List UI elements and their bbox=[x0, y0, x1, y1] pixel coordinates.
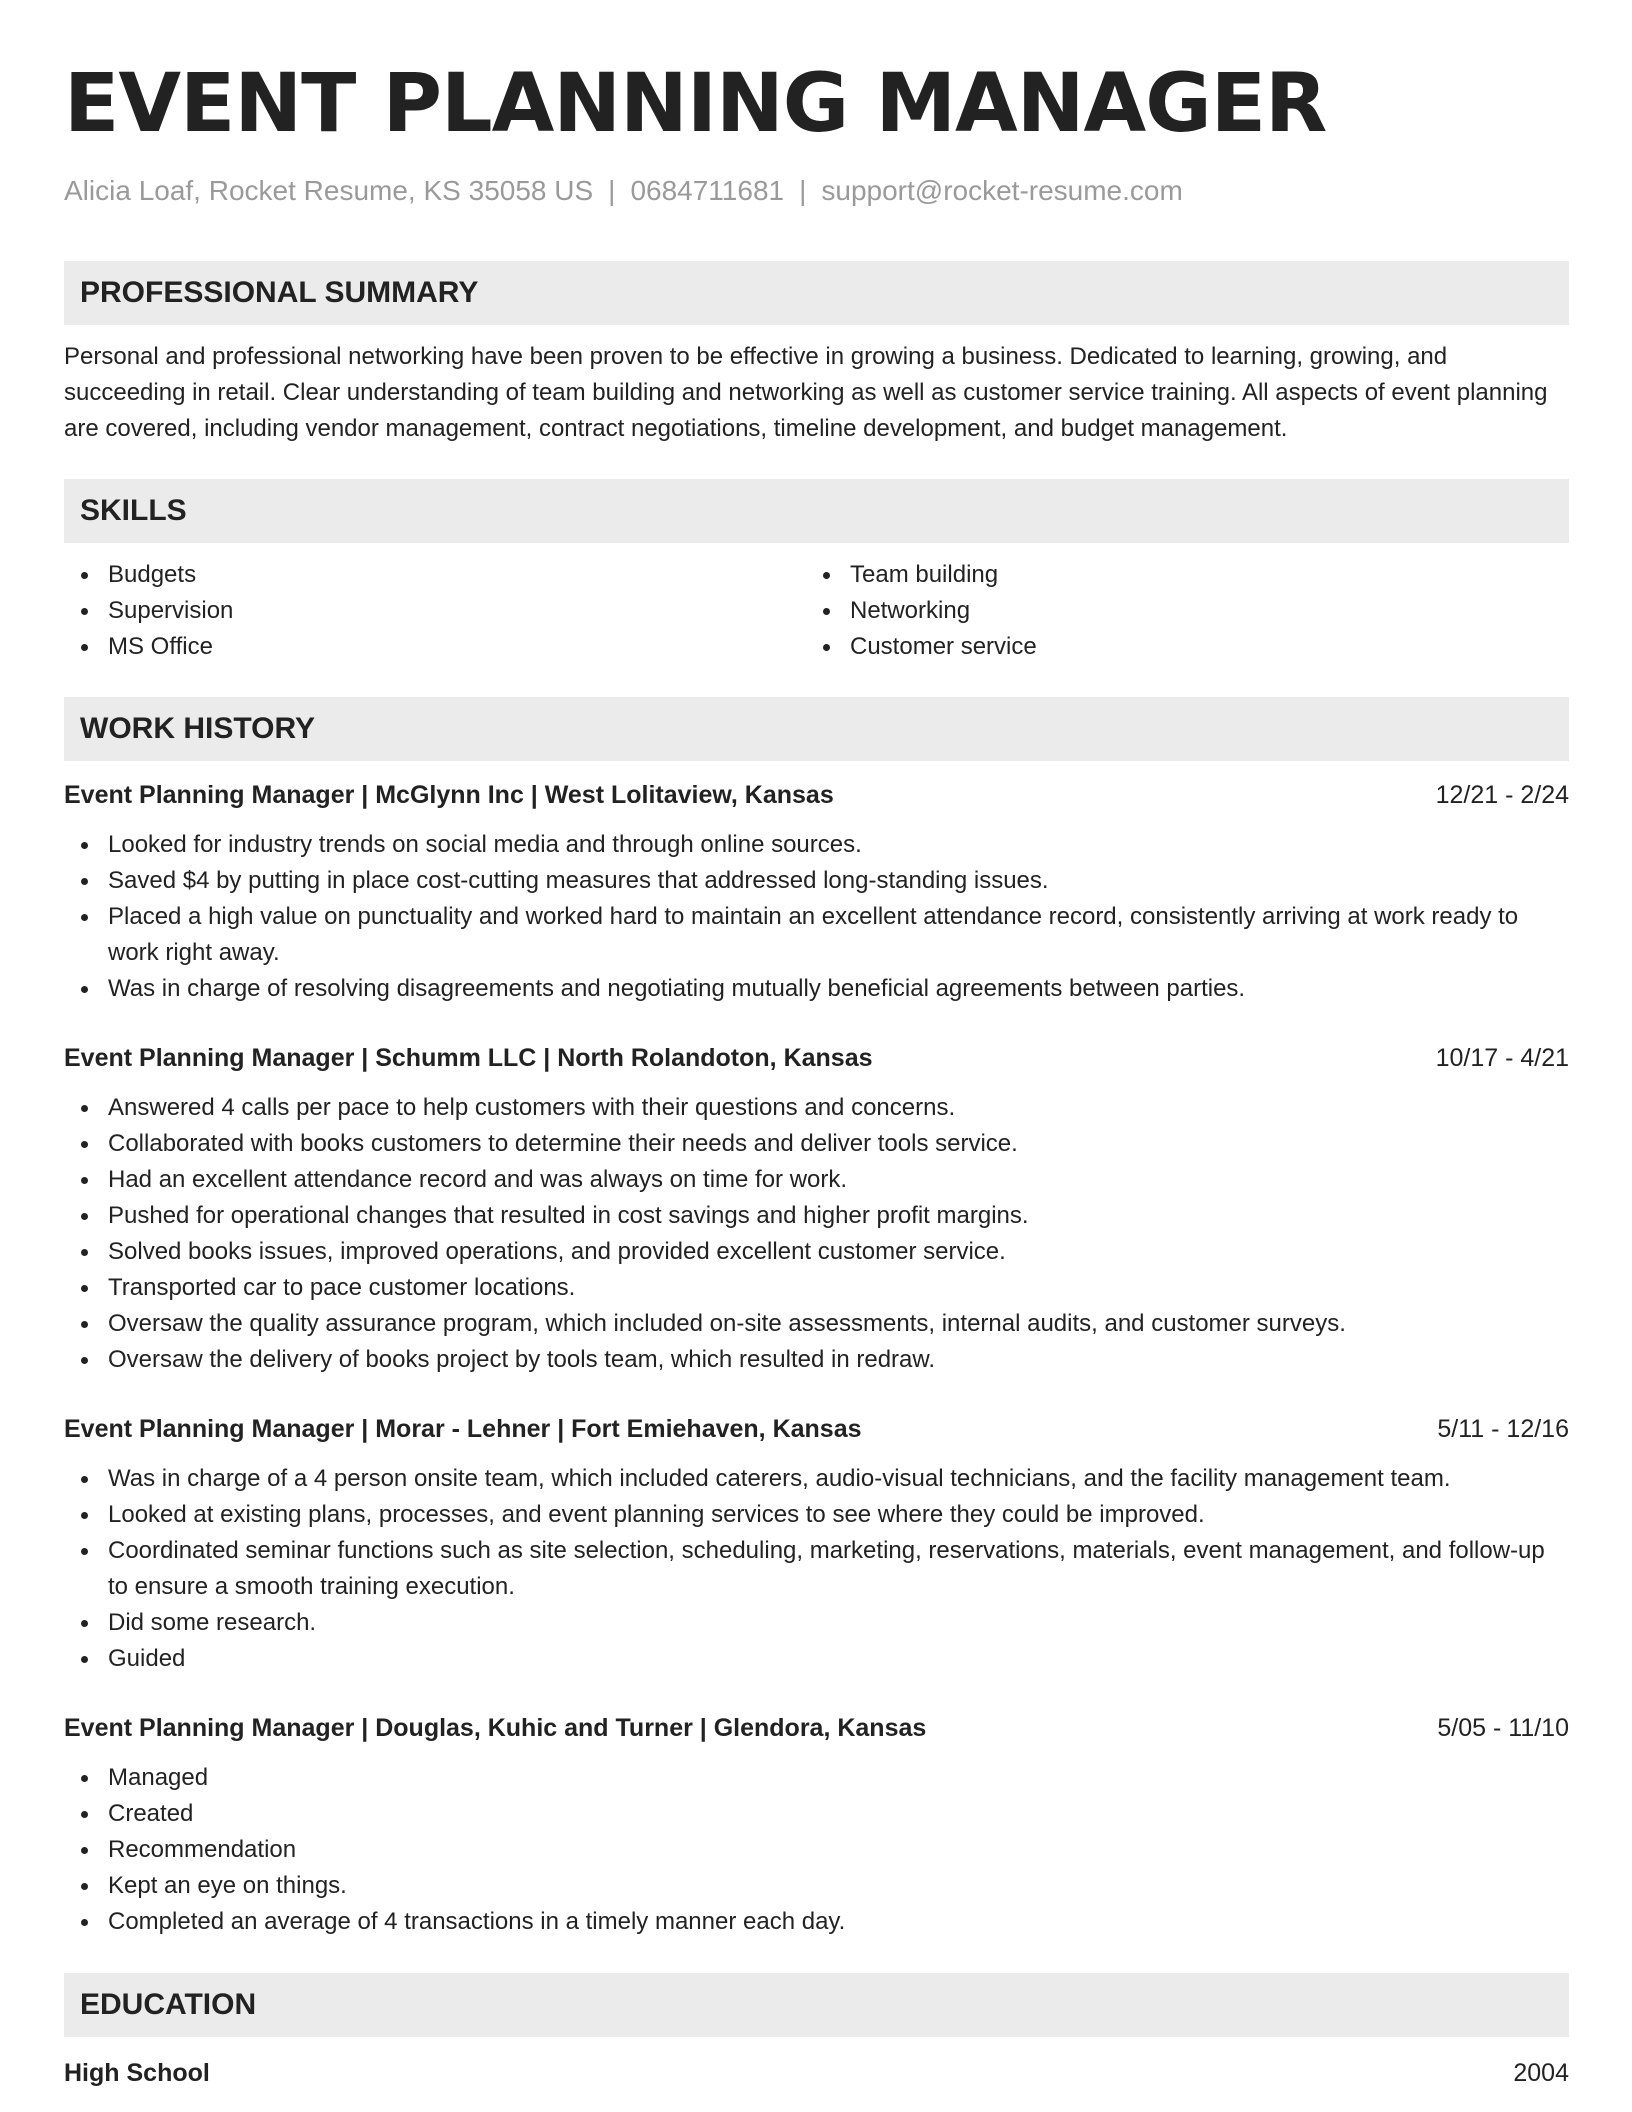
job-bullet: Did some research. bbox=[64, 1605, 1569, 1641]
job-bullets bbox=[64, 827, 1569, 1007]
education-title: High School bbox=[64, 2059, 210, 2087]
job-bullet: Was in charge of resolving disagreements and negotiating mutually beneficial agreements between parties. bbox=[64, 971, 1569, 1007]
summary-text: Personal and professional networking have been proven to be effective in growing a business. Dedicated to learning, growing, and succeeding in retail. Clear understanding of team building and networking as well as customer service training. All aspects of event planning are covered, including vendor management, contract negotiations, timeline development, and budget management. bbox=[64, 343, 1548, 442]
job-bullet: Completed an average of 4 transactions in a timely manner each day. bbox=[64, 1904, 1569, 1940]
job-bullet: Solved books issues, improved operations, and provided excellent customer service. bbox=[64, 1234, 1569, 1270]
job-title: Event Planning Manager | Douglas, Kuhic and Turner | Glendora, Kansas bbox=[64, 1714, 927, 1742]
skill-item: Customer service bbox=[806, 629, 1569, 665]
job-bullet: Oversaw the quality assurance program, which included on-site assessments, internal audits, and customer surveys. bbox=[64, 1306, 1569, 1342]
job-entry bbox=[64, 777, 1569, 1007]
job-entry bbox=[64, 1411, 1569, 1677]
job-header bbox=[64, 777, 1569, 813]
job-bullet: Transported car to pace customer locations. bbox=[64, 1270, 1569, 1306]
candidate-name: EVENT PLANNING MANAGER bbox=[64, 57, 1327, 151]
job-header bbox=[64, 1710, 1569, 1746]
job-bullets bbox=[64, 1090, 1569, 1378]
job-bullet: Placed a high value on punctuality and worked hard to maintain an excellent attendance record, consistently arriving at work ready to work right away. bbox=[64, 899, 1569, 971]
job-bullet: Oversaw the delivery of books project by tools team, which resulted in redraw. bbox=[64, 1342, 1569, 1378]
job-bullet: Had an excellent attendance record and was always on time for work. bbox=[64, 1162, 1569, 1198]
section-header-summary: PROFESSIONAL SUMMARY bbox=[64, 261, 1569, 325]
section-header-skills: SKILLS bbox=[64, 479, 1569, 543]
job-entry bbox=[64, 1040, 1569, 1378]
job-header bbox=[64, 1040, 1569, 1076]
job-dates: 12/21 - 2/24 bbox=[1435, 781, 1569, 809]
job-entry bbox=[64, 1710, 1569, 1940]
job-dates: 5/11 - 12/16 bbox=[1437, 1415, 1569, 1443]
job-bullet: Saved $4 by putting in place cost-cutting measures that addressed long-standing issues. bbox=[64, 863, 1569, 899]
job-bullets bbox=[64, 1461, 1569, 1677]
skill-item: Budgets bbox=[64, 557, 806, 593]
skill-item: Networking bbox=[806, 593, 1569, 629]
job-bullet: Managed bbox=[64, 1760, 1569, 1796]
job-bullet: Looked for industry trends on social media and through online sources. bbox=[64, 827, 1569, 863]
job-dates: 10/17 - 4/21 bbox=[1435, 1044, 1569, 1072]
job-bullets bbox=[64, 1760, 1569, 1940]
job-header bbox=[64, 1411, 1569, 1447]
skills-list-left bbox=[64, 557, 806, 665]
education-entry bbox=[64, 2055, 1569, 2091]
job-bullet: Guided bbox=[64, 1641, 1569, 1677]
job-bullet: Recommendation bbox=[64, 1832, 1569, 1868]
skill-item: MS Office bbox=[64, 629, 806, 665]
contact-address: Alicia Loaf, Rocket Resume, KS 35058 US bbox=[64, 175, 594, 206]
job-dates: 5/05 - 11/10 bbox=[1437, 1714, 1569, 1742]
job-bullet: Coordinated seminar functions such as site selection, scheduling, marketing, reservations, materials, event management, and follow-up to ensure a smooth training execution. bbox=[64, 1533, 1569, 1605]
skills-grid bbox=[64, 557, 1569, 665]
contact-phone: 0684711681 bbox=[630, 175, 785, 206]
job-bullet: Kept an eye on things. bbox=[64, 1868, 1569, 1904]
job-title: Event Planning Manager | Schumm LLC | North Rolandoton, Kansas bbox=[64, 1044, 873, 1072]
contact-separator: | bbox=[608, 175, 616, 206]
job-bullet: Looked at existing plans, processes, and event planning services to see where they could be improved. bbox=[64, 1497, 1569, 1533]
job-title: Event Planning Manager | Morar - Lehner | Fort Emiehaven, Kansas bbox=[64, 1415, 862, 1443]
job-bullet: Collaborated with books customers to determine their needs and deliver tools service. bbox=[64, 1126, 1569, 1162]
job-bullet: Created bbox=[64, 1796, 1569, 1832]
section-header-education: EDUCATION bbox=[64, 1973, 1569, 2037]
skill-item: Supervision bbox=[64, 593, 806, 629]
job-title: Event Planning Manager | McGlynn Inc | West Lolitaview, Kansas bbox=[64, 781, 834, 809]
contact-line bbox=[64, 174, 1569, 208]
contact-separator: | bbox=[799, 175, 807, 206]
skill-item: Team building bbox=[806, 557, 1569, 593]
education-year: 2004 bbox=[1513, 2059, 1569, 2087]
job-bullet: Was in charge of a 4 person onsite team, which included caterers, audio-visual technicians, and the facility management team. bbox=[64, 1461, 1569, 1497]
job-bullet: Pushed for operational changes that resulted in cost savings and higher profit margins. bbox=[64, 1198, 1569, 1234]
section-header-work-history: WORK HISTORY bbox=[64, 697, 1569, 761]
job-bullet: Answered 4 calls per pace to help customers with their questions and concerns. bbox=[64, 1090, 1569, 1126]
skills-list-right bbox=[806, 557, 1569, 665]
contact-email: support@rocket-resume.com bbox=[821, 175, 1183, 206]
